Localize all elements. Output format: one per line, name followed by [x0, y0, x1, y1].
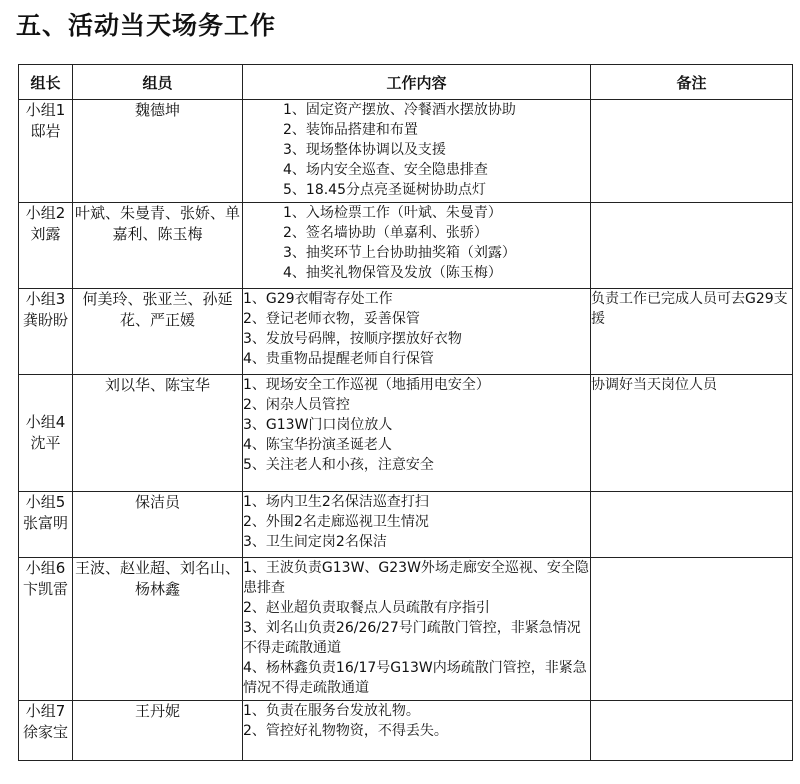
members-cell: 何美玲、张亚兰、孙延花、严正媛 [73, 289, 243, 375]
table-row [19, 701, 793, 761]
members-cell: 王丹妮 [73, 701, 243, 761]
leader-group: 小组2 [25, 204, 66, 222]
tasks-cell [243, 100, 591, 203]
task-item: 4、抽奖礼物保管及发放（陈玉梅） [283, 265, 502, 281]
notes-cell [591, 492, 793, 558]
task-item: 2、赵业超负责取餐点人员疏散有序指引 [243, 600, 490, 616]
leader-name: 徐家宝 [22, 723, 68, 741]
task-item: 1、场内卫生2名保洁巡查打扫 [243, 494, 429, 510]
task-item: 5、关注老人和小孩，注意安全 [243, 457, 434, 473]
task-item: 5、18.45分点亮圣诞树协助点灯 [283, 182, 486, 198]
leader-cell [19, 289, 73, 375]
table-row [19, 100, 793, 203]
tasks-cell [243, 492, 591, 558]
tasks-cell [243, 375, 591, 492]
tasks-cell [243, 558, 591, 701]
header-members: 组员 [73, 65, 243, 100]
task-item: 2、装饰品搭建和布置 [283, 122, 418, 138]
task-item: 1、G29衣帽寄存处工作 [243, 291, 393, 307]
table-header-row [19, 65, 793, 100]
members-cell: 王波、赵业超、刘名山、杨林鑫 [73, 558, 243, 701]
task-item: 4、贵重物品提醒老师自行保管 [243, 351, 434, 367]
task-item: 2、登记老师衣物，妥善保管 [243, 311, 420, 327]
members-cell: 刘以华、陈宝华 [73, 375, 243, 492]
leader-cell [19, 203, 73, 289]
leader-group: 小组7 [25, 702, 66, 720]
leader-cell [19, 492, 73, 558]
leader-cell [19, 375, 73, 492]
table-row [19, 203, 793, 289]
leader-name: 沈平 [30, 434, 61, 452]
notes-cell [591, 203, 793, 289]
table-row [19, 492, 793, 558]
task-item: 2、闲杂人员管控 [243, 397, 350, 413]
leader-cell [19, 701, 73, 761]
leader-name: 邸岩 [30, 122, 61, 140]
notes-cell: 协调好当天岗位人员 [591, 375, 793, 492]
task-item: 1、王波负责G13W、G23W外场走廊安全巡视、安全隐患排查 [243, 560, 589, 596]
task-item: 1、固定资产摆放、冷餐酒水摆放协助 [283, 102, 516, 118]
task-item: 4、陈宝华扮演圣诞老人 [243, 437, 392, 453]
header-tasks: 工作内容 [243, 65, 591, 100]
tasks-cell [243, 289, 591, 375]
table-row [19, 375, 793, 492]
leader-group: 小组4 [25, 413, 66, 431]
task-item: 3、卫生间定岗2名保洁 [243, 534, 387, 550]
tasks-cell [243, 203, 591, 289]
notes-cell: 负责工作已完成人员可去G29支援 [591, 289, 793, 375]
leader-group: 小组1 [25, 101, 66, 119]
leader-group: 小组3 [25, 290, 66, 308]
task-item: 3、发放号码牌，按顺序摆放好衣物 [243, 331, 462, 347]
members-cell: 叶斌、朱曼青、张娇、单嘉利、陈玉梅 [73, 203, 243, 289]
header-leader: 组长 [19, 65, 73, 100]
table-row [19, 289, 793, 375]
task-item: 2、管控好礼物物资，不得丢失。 [243, 723, 448, 739]
leader-name: 张富明 [22, 514, 68, 532]
task-item: 3、现场整体协调以及支援 [283, 142, 446, 158]
task-item: 4、杨林鑫负责16/17号G13W内场疏散门管控，非紧急情况不得走疏散通道 [243, 660, 587, 696]
leader-cell [19, 558, 73, 701]
members-cell: 魏德坤 [73, 100, 243, 203]
leader-name: 卞凯雷 [22, 580, 68, 598]
leader-name: 刘露 [30, 225, 61, 243]
notes-cell [591, 701, 793, 761]
task-item: 3、刘名山负责26/26/27号门疏散门管控，非紧急情况不得走疏散通道 [243, 620, 581, 656]
members-cell: 保洁员 [73, 492, 243, 558]
work-assignment-table [18, 64, 793, 761]
task-item: 1、负责在服务台发放礼物。 [243, 703, 420, 719]
leader-name: 龚盼盼 [22, 311, 68, 329]
tasks-cell [243, 701, 591, 761]
task-item: 1、现场安全工作巡视（地插用电安全） [243, 377, 490, 393]
header-notes: 备注 [591, 65, 793, 100]
leader-group: 小组5 [25, 493, 66, 511]
task-item: 2、签名墙协助（单嘉利、张骄） [283, 225, 488, 241]
notes-cell [591, 100, 793, 203]
leader-group: 小组6 [25, 559, 66, 577]
task-item: 4、场内安全巡查、安全隐患排查 [283, 162, 488, 178]
task-item: 3、抽奖环节上台协助抽奖箱（刘露） [283, 245, 516, 261]
section-title: 五、活动当天场务工作 [16, 11, 277, 40]
table-row [19, 558, 793, 701]
task-item: 1、入场检票工作（叶斌、朱曼青） [283, 205, 502, 221]
task-item: 3、G13W门口岗位放人 [243, 417, 393, 433]
task-item: 2、外围2名走廊巡视卫生情况 [243, 514, 429, 530]
notes-cell [591, 558, 793, 701]
leader-cell [19, 100, 73, 203]
